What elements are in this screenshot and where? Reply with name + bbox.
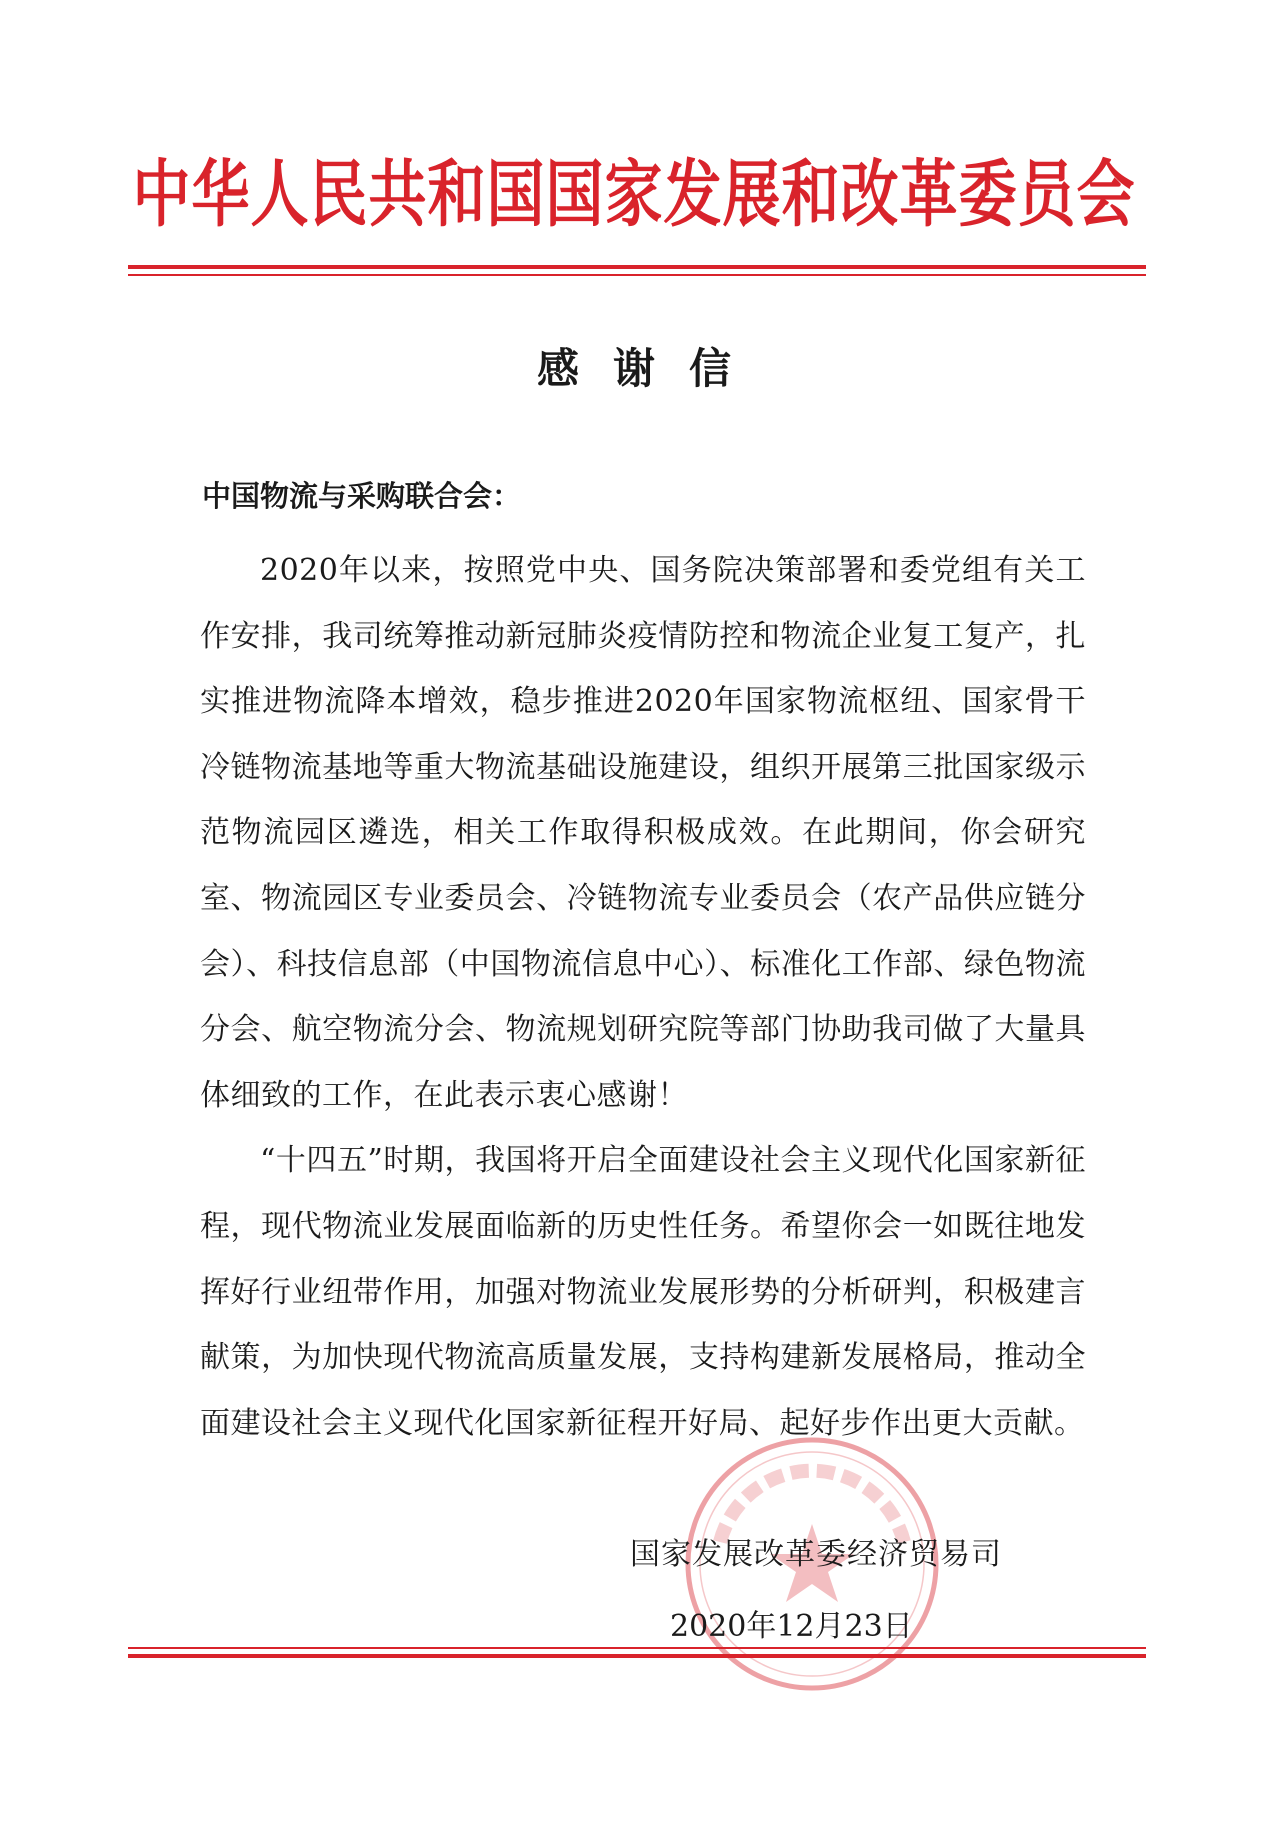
letter-body xyxy=(200,538,1086,1456)
org-letterhead-title: 中华人民共和国国家发展和改革委员会 xyxy=(132,151,1136,237)
footer-rule xyxy=(128,1647,1146,1658)
letterhead-top-rule xyxy=(128,265,1146,276)
letter-title: 感谢信 xyxy=(536,344,765,393)
signature-department: 国家发展改革委经济贸易司 xyxy=(630,1537,1002,1572)
letter-paragraph: “十四五”时期，我国将开启全面建设社会主义现代化国家新征程，现代物流业发展面临新的历史性任务。希望你会一如既往地发挥好行业纽带作用，加强对物流业发展形势的分析研判，积极建言献策，为加快现代物流高质量发展，支持构建新发展格局，推动全面建设社会主义现代化国家新征程开好局、起好步作出更大贡献。 xyxy=(200,1143,1086,1441)
letter-salutation: 中国物流与采购联合会： xyxy=(202,479,522,513)
letter-paragraph: 2020年以来，按照党中央、国务院决策部署和委党组有关工作安排，我司统筹推动新冠肺炎疫情防控和物流企业复工复产，扎实推进物流降本增效，稳步推进2020年国家物流枢纽、国家骨干冷链物流基地等重大物流基础设施建设，组织开展第三批国家级示范物流园区遴选，相关工作取得积极成效。在此期间，你会研究室、物流园区专业委员会、冷链物流专业委员会（农产品供应链分会）、科技信息部（中国物流信息中心）、标准化工作部、绿色物流分会、航空物流分会、物流规划研究院等部门协助我司做了大量具体细致的工作，在此表示衷心感谢！ xyxy=(200,553,1086,1113)
signature-date: 2020年12月23日 xyxy=(670,1609,913,1644)
